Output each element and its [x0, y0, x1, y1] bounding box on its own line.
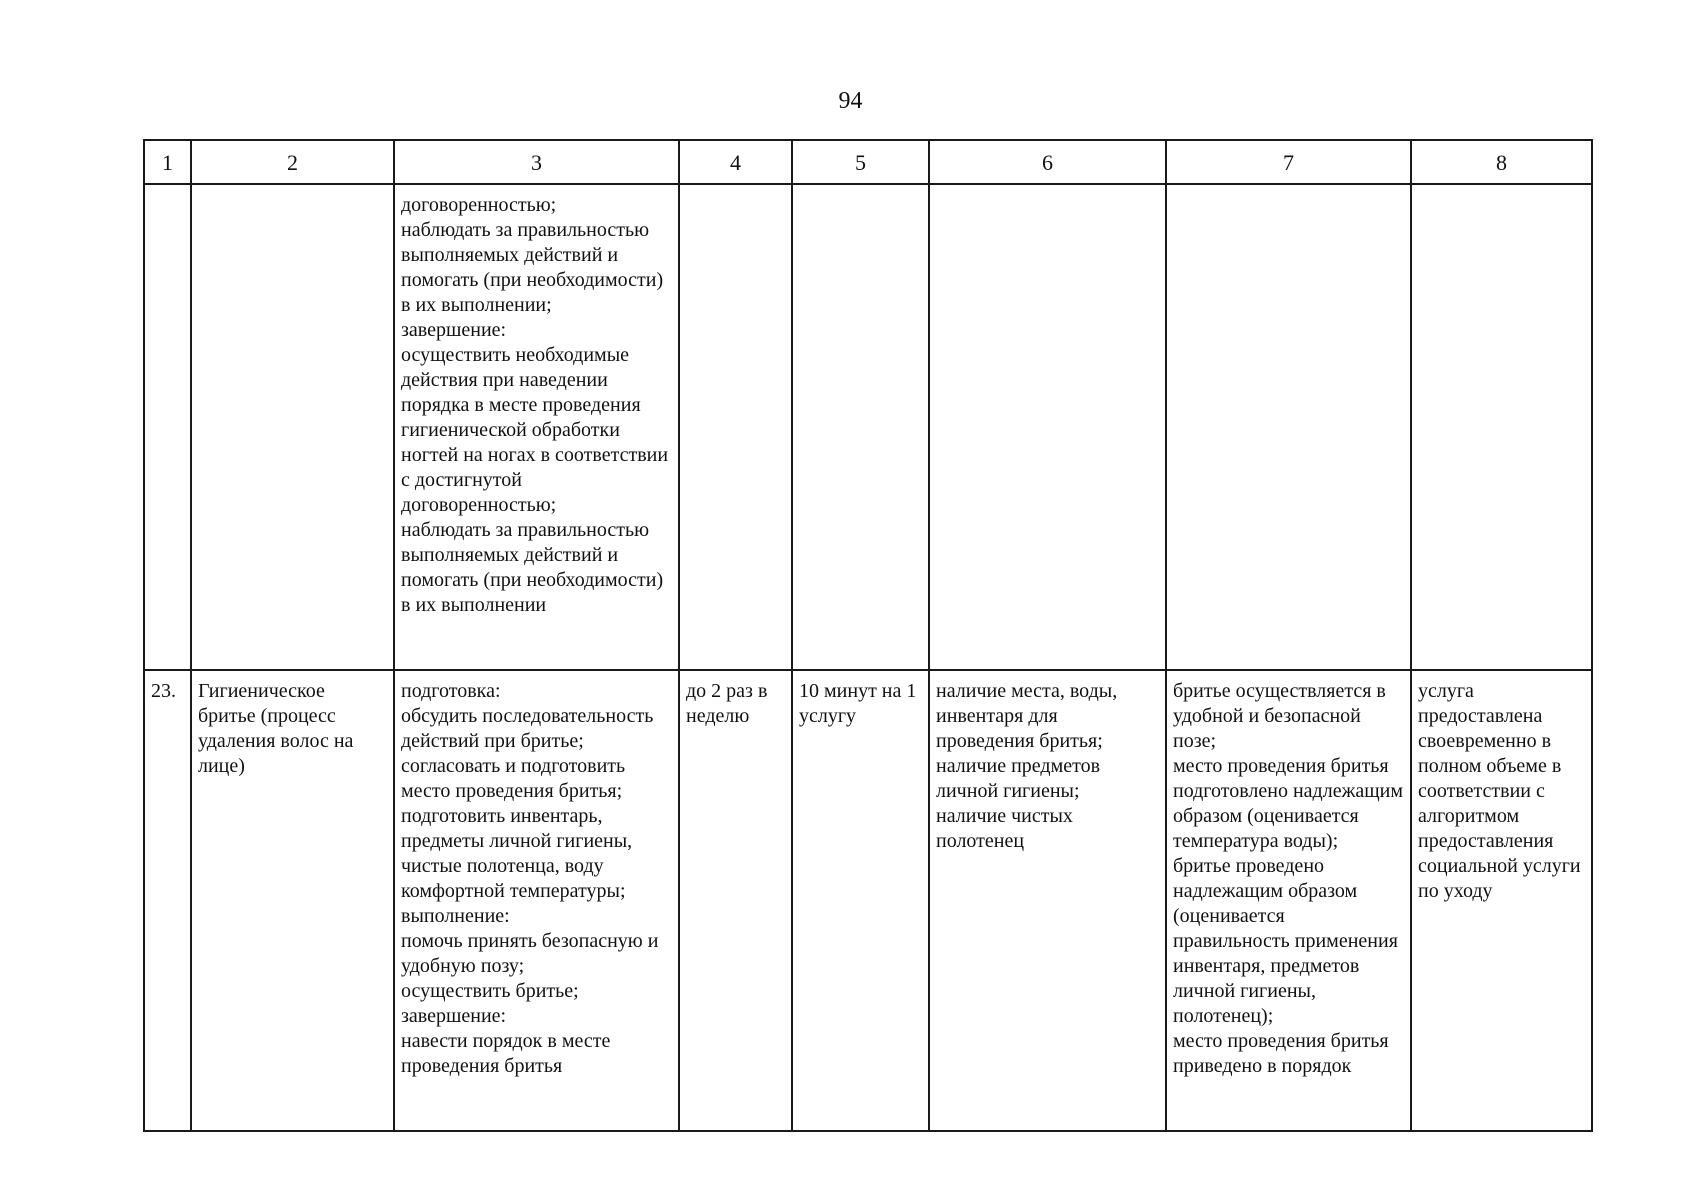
- service-content-cell: договоренностью; наблюдать за правильностью выполняемых действий и помогать (при необходимости) в их выполнении; завершение: осуществить необходимые действия при наведении порядка в месте проведения гигиенической обработки ногтей на ногах в соответствии с достигнутой договоренностью; наблюдать за правильностью выполняемых действий и помогать (при необходимости) в их выполнении: [394, 184, 679, 670]
- quality-indicators-cell: [1166, 184, 1411, 670]
- frequency-cell: до 2 раз в неделю: [679, 670, 792, 1131]
- duration-cell: [792, 184, 929, 670]
- column-header: 8: [1411, 140, 1592, 184]
- row-number-cell: [144, 184, 191, 670]
- column-header: 3: [394, 140, 679, 184]
- row-number-cell: 23.: [144, 670, 191, 1131]
- service-content-cell: подготовка: обсудить последовательность действий при бритье; согласовать и подготовить место проведения бритья; подготовить инвентарь, предметы личной гигиены, чистые полотенца, воду комфортной температуры; выполнение: помочь принять безопасную и удобную позу; осуществить бритье; завершение: навести порядок в месте проведения бритья: [394, 670, 679, 1131]
- services-table: [143, 139, 1593, 1132]
- table-row: [144, 670, 1592, 1131]
- quality-indicators-cell: бритье осуществляется в удобной и безопасной позе; место проведения бритья подготовлено надлежащим образом (оценивается температура воды); бритье проведено надлежащим образом (оценивается правильность применения инвентаря, предметов личной гигиены, полотенец); место проведения бритья приведено в порядок: [1166, 670, 1411, 1131]
- column-number-row: [144, 140, 1592, 184]
- evaluation-cell: [1411, 184, 1592, 670]
- page-number: 94: [838, 88, 863, 114]
- evaluation-cell: услуга предоставлена своевременно в полном объеме в соответствии с алгоритмом предоставления социальной услуги по уходу: [1411, 670, 1592, 1131]
- frequency-cell: [679, 184, 792, 670]
- column-header: 1: [144, 140, 191, 184]
- column-header: 6: [929, 140, 1166, 184]
- column-header: 5: [792, 140, 929, 184]
- duration-cell: 10 минут на 1 услугу: [792, 670, 929, 1131]
- column-header: 2: [191, 140, 394, 184]
- service-name-cell: Гигиеническое бритье (процесс удаления волос на лице): [191, 670, 394, 1131]
- conditions-cell: [929, 184, 1166, 670]
- service-name-cell: [191, 184, 394, 670]
- column-header: 7: [1166, 140, 1411, 184]
- table-row: [144, 184, 1592, 670]
- conditions-cell: наличие места, воды, инвентаря для проведения бритья; наличие предметов личной гигиены; наличие чистых полотенец: [929, 670, 1166, 1131]
- column-header: 4: [679, 140, 792, 184]
